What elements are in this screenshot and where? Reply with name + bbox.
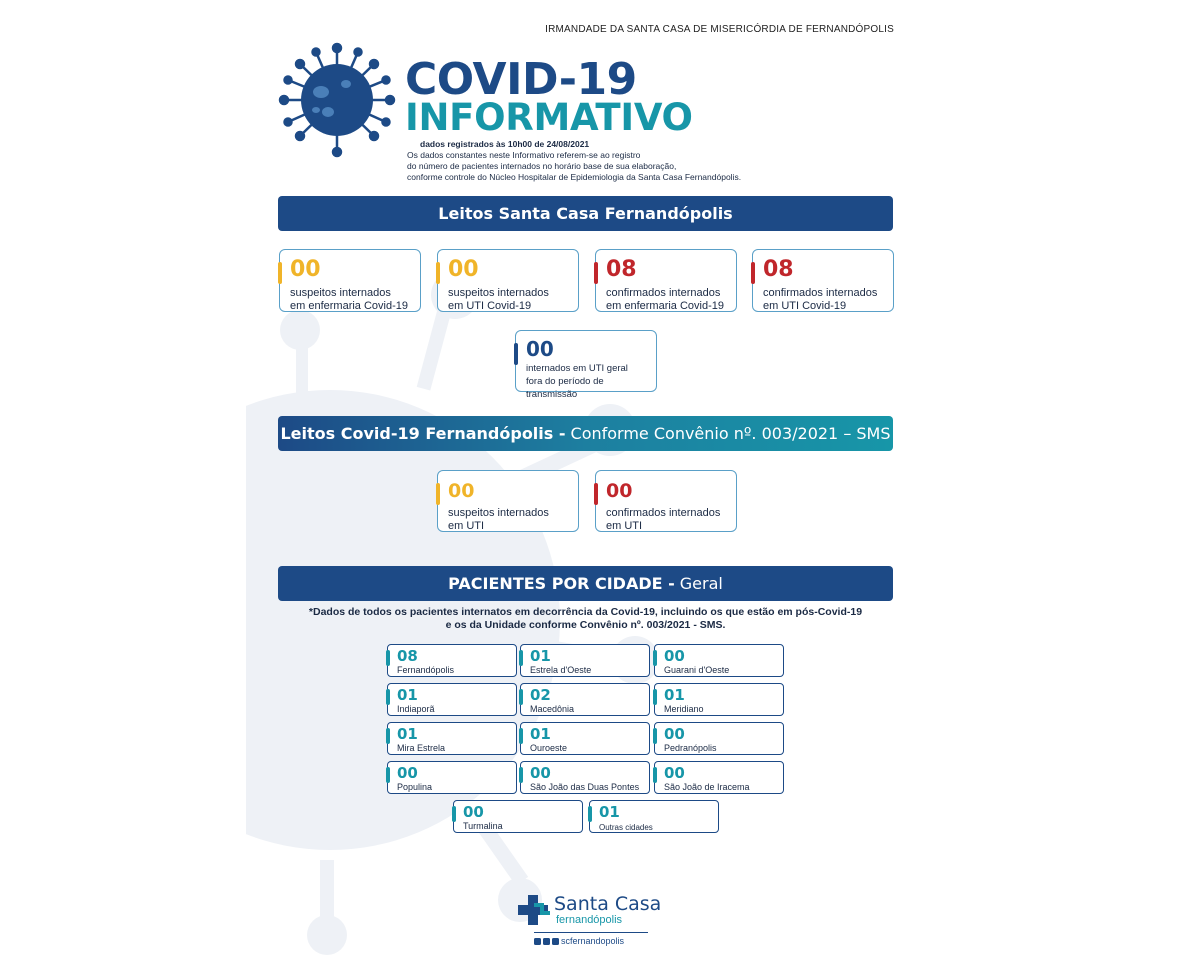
stat-label: confirmados internados em enfermaria Covid-19 [606, 287, 724, 312]
city-count: 01 [397, 686, 418, 704]
city-card-sao-joao-iracema [654, 761, 784, 794]
description-line: Os dados constantes neste Informativo referem-se ao registro [407, 150, 641, 160]
card-accent-bar [519, 728, 523, 744]
city-count: 01 [664, 686, 685, 704]
stat-label: suspeitos internados em UTI Covid-19 [448, 287, 549, 312]
city-count: 00 [664, 725, 685, 743]
city-name: Turmalina [463, 821, 503, 831]
brand-name: Santa Casa [554, 893, 662, 915]
city-name: Mira Estrela [397, 743, 446, 753]
card-accent-bar [653, 689, 657, 705]
city-count: 01 [530, 647, 551, 665]
card-accent-bar [653, 650, 657, 666]
card-accent-bar [594, 483, 598, 505]
stat-card [752, 249, 894, 312]
city-name: Estrela d'Oeste [530, 665, 592, 675]
youtube-icon [552, 938, 559, 945]
stat-label: confirmados internados em UTI Covid-19 [763, 287, 878, 312]
city-card-estrela-doeste [520, 644, 650, 677]
title-informativo: INFORMATIVO [405, 96, 693, 139]
stat-value: 00 [290, 257, 321, 282]
city-card-sao-joao-duas-pontes [520, 761, 650, 794]
card-accent-bar [386, 767, 390, 783]
card-accent-bar [436, 483, 440, 505]
city-card-outras-cidades [589, 800, 719, 833]
city-card-pedranopolis [654, 722, 784, 755]
city-name: Outras cidades [599, 823, 653, 832]
city-count: 02 [530, 686, 551, 704]
brand-subtitle: fernandópolis [556, 914, 623, 926]
card-accent-bar [519, 650, 523, 666]
city-count: 01 [397, 725, 418, 743]
description-line: do número de pacientes internados no horário base de sua elaboração, [407, 161, 677, 171]
stat-card [279, 249, 421, 312]
card-accent-bar [519, 767, 523, 783]
section-title-light: Geral [679, 574, 723, 593]
card-accent-bar [514, 343, 518, 365]
city-name: Macedônia [530, 704, 575, 714]
city-name: Populina [397, 782, 433, 792]
data-description [407, 150, 807, 183]
stat-value: 00 [606, 480, 633, 502]
section-title-light: Conforme Convênio nº. 003/2021 – SMS [570, 424, 891, 443]
section-title-bold: Leitos Covid-19 Fernandópolis - [280, 424, 566, 443]
city-card-guarani-doeste [654, 644, 784, 677]
stat-card [595, 470, 737, 532]
stat-label: suspeitos internados em enfermaria Covid-19 [290, 287, 408, 312]
footer-divider [534, 932, 648, 933]
virus-icon [276, 42, 398, 158]
card-accent-bar [452, 806, 456, 822]
city-count: 00 [397, 764, 418, 782]
stat-value: 08 [606, 257, 637, 282]
city-name: São João de Iracema [664, 782, 750, 792]
city-count: 00 [463, 803, 484, 821]
city-card-macedonia [520, 683, 650, 716]
footnote-line: e os da Unidade conforme Convênio nº. 003/2021 - SMS. [445, 619, 726, 631]
city-count: 00 [664, 647, 685, 665]
card-accent-bar [594, 262, 598, 284]
stat-label: confirmados internados em UTI [606, 507, 721, 532]
city-name: Meridiano [664, 704, 704, 714]
city-card-meridiano [654, 683, 784, 716]
stat-label: suspeitos internados em UTI [448, 507, 549, 532]
city-card-turmalina [453, 800, 583, 833]
stat-card [437, 249, 579, 312]
city-count: 00 [530, 764, 551, 782]
stat-value: 08 [763, 257, 794, 282]
card-accent-bar [751, 262, 755, 284]
card-accent-bar [519, 689, 523, 705]
card-accent-bar [278, 262, 282, 284]
city-card-ouroeste [520, 722, 650, 755]
stat-card [595, 249, 737, 312]
city-count: 01 [530, 725, 551, 743]
city-card-fernandopolis [387, 644, 517, 677]
data-timestamp: dados registrados às 10h00 de 24/08/2021 [420, 139, 590, 149]
card-accent-bar [653, 728, 657, 744]
social-handle: scfernandopolis [561, 936, 625, 946]
card-accent-bar [386, 728, 390, 744]
card-accent-bar [386, 650, 390, 666]
stat-value: 00 [448, 257, 479, 282]
stat-card [515, 330, 657, 400]
city-name: São João das Duas Pontes [530, 782, 640, 792]
city-count: 00 [664, 764, 685, 782]
footnote-line: *Dados de todos os pacientes internatos em decorrência da Covid-19, incluindo os que estão em pós-Covid-19 [308, 606, 863, 618]
city-count: 01 [599, 803, 620, 821]
city-card-indiapora [387, 683, 517, 716]
city-name: Pedranópolis [664, 743, 717, 753]
city-card-populina [387, 761, 517, 794]
city-name: Ouroeste [530, 743, 568, 753]
section-title-santa-casa [278, 196, 893, 231]
organization-name: IRMANDADE DA SANTA CASA DE MISERICÓRDIA DE FERNANDÓPOLIS [545, 24, 894, 35]
santa-casa-cross-icon [514, 893, 554, 929]
footnote [278, 606, 893, 632]
card-accent-bar [588, 806, 592, 822]
city-name: Fernandópolis [397, 665, 455, 675]
title-covid: COVID-19 [405, 54, 637, 105]
stat-value: 00 [448, 480, 475, 502]
card-accent-bar [653, 767, 657, 783]
card-accent-bar [436, 262, 440, 284]
city-count: 08 [397, 647, 418, 665]
stat-card [437, 470, 579, 532]
description-line: conforme controle do Núcleo Hospitalar de Epidemiologia da Santa Casa Fernandópolis. [407, 172, 742, 182]
stat-value: 00 [526, 337, 554, 361]
section-title-bold: PACIENTES POR CIDADE - [448, 574, 675, 593]
facebook-icon [543, 938, 550, 945]
card-accent-bar [386, 689, 390, 705]
section-title-leitos-covid [278, 416, 893, 451]
instagram-icon [534, 938, 541, 945]
city-card-mira-estrela [387, 722, 517, 755]
city-name: Indiaporã [397, 704, 435, 714]
section-title-text: Leitos Santa Casa Fernandópolis [438, 204, 733, 223]
social-handle-row [534, 936, 624, 946]
city-name: Guarani d'Oeste [664, 665, 730, 675]
section-title-pacientes-cidade [278, 566, 893, 601]
stat-label: internados em UTI geral fora do período de transmissão [526, 363, 628, 400]
